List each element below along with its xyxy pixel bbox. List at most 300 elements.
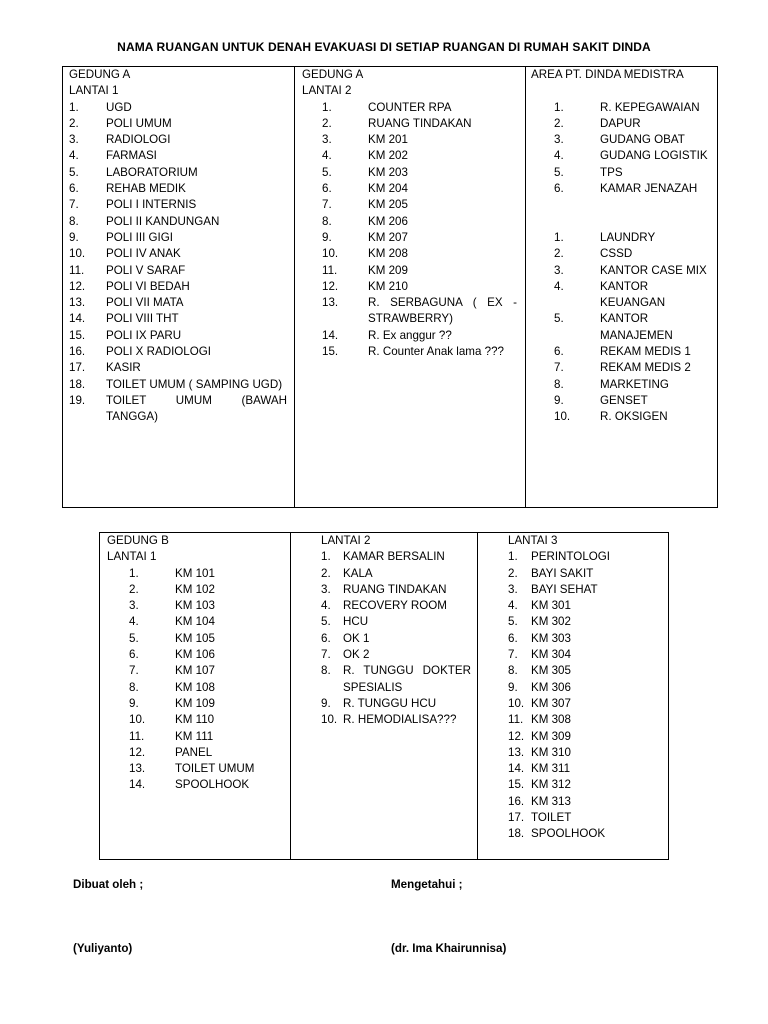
item-label: KM 309 <box>531 729 571 743</box>
list-item <box>531 246 711 262</box>
item-number: 10. <box>322 247 339 261</box>
item-number: 1. <box>69 100 79 114</box>
item-label: TOILET UMUM <box>175 762 255 776</box>
item-label: KM 206 <box>368 214 408 228</box>
item-label: R. Counter Anak lama ??? <box>368 345 504 359</box>
list-item <box>531 100 711 116</box>
item-number: 6. <box>321 631 331 645</box>
item-label: TPS <box>600 165 623 179</box>
item-label: GUDANG OBAT <box>600 133 685 147</box>
item-number: 2. <box>322 116 332 130</box>
column-header: AREA PT. DINDA MEDISTRA <box>531 68 684 81</box>
item-label: KM 313 <box>531 794 571 808</box>
item-number: 7. <box>69 198 79 212</box>
item-number: 5. <box>129 631 139 645</box>
item-number: 9. <box>508 680 518 694</box>
list-item <box>107 614 287 630</box>
item-label: BAYI SEHAT <box>531 582 598 596</box>
list-item <box>508 598 664 614</box>
column-subheader: LANTAI 2 <box>302 84 352 98</box>
acknowledged-label: Mengetahui ; <box>391 878 463 891</box>
item-label: KM 201 <box>368 133 408 147</box>
list-item <box>508 549 664 565</box>
item-number: 7. <box>508 648 518 662</box>
room-list <box>69 100 287 426</box>
item-label: R. Ex anggur ?? <box>368 328 452 342</box>
list-item <box>302 263 517 279</box>
list-item <box>302 116 517 132</box>
item-label: KM 110 <box>175 713 215 727</box>
item-number: 7. <box>322 198 332 212</box>
item-label: PERINTOLOGI <box>531 550 611 564</box>
item-number: 8. <box>322 214 332 228</box>
item-label: KM 111 <box>175 729 214 743</box>
item-label: KM 102 <box>175 582 215 596</box>
item-number: 15. <box>69 328 86 342</box>
list-item <box>107 647 287 663</box>
list-item <box>302 197 517 213</box>
list-item <box>508 663 664 679</box>
item-label: GUDANG LOGISTIK <box>600 149 708 163</box>
list-item <box>302 344 517 360</box>
item-number: 1. <box>554 230 564 244</box>
list-item <box>69 377 287 393</box>
item-number: 8. <box>129 680 139 694</box>
list-item <box>69 132 287 148</box>
list-item <box>321 631 471 647</box>
item-label: KM 305 <box>531 664 571 678</box>
list-item <box>531 360 711 376</box>
item-label: REHAB MEDIK <box>106 182 186 196</box>
item-number: 2. <box>69 116 79 130</box>
list-item <box>302 181 517 197</box>
list-item <box>69 197 287 213</box>
item-label: KM 301 <box>531 599 571 613</box>
item-label: POLI V SARAF <box>106 263 186 277</box>
list-item <box>508 729 664 745</box>
item-label: KM 209 <box>368 263 408 277</box>
item-number: 7. <box>321 648 331 662</box>
item-number: 3. <box>554 133 564 147</box>
item-number: 13. <box>322 296 339 310</box>
item-number: 5. <box>69 165 79 179</box>
list-item <box>69 214 287 230</box>
column-divider <box>477 533 478 859</box>
list-item <box>302 230 517 246</box>
list-item <box>107 777 287 793</box>
item-number: 11. <box>508 713 524 727</box>
item-label: KASIR <box>106 361 141 375</box>
item-label: R. HEMODIALISA??? <box>343 713 457 727</box>
item-label: GENSET <box>600 393 648 407</box>
list-item <box>321 549 471 565</box>
list-item <box>531 181 711 197</box>
item-label: KM 306 <box>531 680 571 694</box>
item-number: 12. <box>69 279 86 293</box>
item-label: KM 207 <box>368 230 408 244</box>
item-label: KM 302 <box>531 615 571 629</box>
item-number: 4. <box>69 149 79 163</box>
item-number: 14. <box>322 328 339 342</box>
list-item <box>508 712 664 728</box>
list-item <box>508 745 664 761</box>
item-number: 1. <box>554 100 564 114</box>
item-number: 17. <box>69 361 86 375</box>
gedung-b-lantai-2-column <box>321 533 471 729</box>
item-label: KM 101 <box>175 566 215 580</box>
item-number: 5. <box>554 312 564 326</box>
list-item <box>69 116 287 132</box>
item-label: POLI VI BEDAH <box>106 279 190 293</box>
item-number: 16. <box>508 794 525 808</box>
item-label: SPOOLHOOK <box>175 778 250 792</box>
room-list <box>321 549 471 728</box>
item-label: KM 311 <box>531 762 571 776</box>
item-label: MARKETING <box>600 377 669 391</box>
item-label: KM 203 <box>368 165 408 179</box>
column-subheader: LANTAI 1 <box>107 550 157 564</box>
item-number: 15. <box>508 778 525 792</box>
item-number: 9. <box>554 393 564 407</box>
list-item <box>531 311 711 344</box>
list-item <box>531 409 711 425</box>
room-list <box>107 566 287 794</box>
item-label: POLI VIII THT <box>106 312 179 326</box>
item-label: REKAM MEDIS 1 <box>600 345 691 359</box>
list-item <box>321 696 471 712</box>
item-label: SPOOLHOOK <box>531 827 606 841</box>
item-number: 14. <box>69 312 86 326</box>
item-number: 3. <box>508 582 518 596</box>
list-item <box>531 148 711 164</box>
item-label: FARMASI <box>106 149 157 163</box>
item-label: RECOVERY ROOM <box>343 599 447 613</box>
item-label: POLI III GIGI <box>106 230 174 244</box>
column-divider <box>525 67 526 507</box>
item-number: 11. <box>69 263 85 277</box>
list-item <box>508 582 664 598</box>
item-label: DAPUR <box>600 116 641 130</box>
list-item <box>69 344 287 360</box>
list-item <box>321 566 471 582</box>
list-item <box>107 680 287 696</box>
item-label: KM 304 <box>531 648 571 662</box>
item-number: 1. <box>321 550 331 564</box>
prepared-by-label: Dibuat oleh ; <box>73 878 144 891</box>
list-item <box>69 165 287 181</box>
item-number: 4. <box>554 149 564 163</box>
list-item <box>107 696 287 712</box>
room-list <box>302 100 517 361</box>
item-number: 10. <box>321 713 338 727</box>
list-item <box>531 165 711 181</box>
item-label: KM 106 <box>175 648 215 662</box>
list-item <box>531 132 711 148</box>
item-label: CSSD <box>600 247 633 261</box>
list-item <box>69 181 287 197</box>
room-list <box>531 230 711 426</box>
item-number: 12. <box>129 745 146 759</box>
prepared-by-name: (Yuliyanto) <box>73 942 133 955</box>
item-label: POLI II KANDUNGAN <box>106 214 220 228</box>
item-number: 8. <box>554 377 564 391</box>
item-label: BAYI SAKIT <box>531 566 594 580</box>
item-number: 4. <box>322 149 332 163</box>
list-item <box>531 393 711 409</box>
item-label: KANTOR KEUANGAN <box>600 279 666 310</box>
list-item <box>69 311 287 327</box>
list-item <box>321 582 471 598</box>
list-item <box>107 712 287 728</box>
list-item <box>107 582 287 598</box>
item-number: 5. <box>508 615 518 629</box>
item-label: KM 208 <box>368 247 408 261</box>
item-label: TOILET <box>531 811 572 825</box>
list-item <box>302 214 517 230</box>
item-label: KM 204 <box>368 182 408 196</box>
gedung-a-lantai-2-column <box>302 67 517 360</box>
item-number: 10. <box>554 410 571 424</box>
item-label: REKAM MEDIS 2 <box>600 361 691 375</box>
item-number: 4. <box>129 615 139 629</box>
list-item <box>302 148 517 164</box>
item-label: LAUNDRY <box>600 230 656 244</box>
item-label: RUANG TINDAKAN <box>368 116 472 130</box>
item-number: 3. <box>322 133 332 147</box>
list-item <box>531 263 711 279</box>
room-list <box>508 549 664 842</box>
item-number: 2. <box>321 566 331 580</box>
list-item <box>508 631 664 647</box>
item-number: 6. <box>554 182 564 196</box>
item-label: R. OKSIGEN <box>600 410 668 424</box>
item-label: KM 310 <box>531 745 571 759</box>
list-item <box>508 696 664 712</box>
item-number: 4. <box>321 599 331 613</box>
list-item <box>508 810 664 826</box>
list-item <box>69 393 287 426</box>
list-item <box>69 360 287 376</box>
gedung-b-lantai-1-column <box>107 533 287 794</box>
list-item <box>107 729 287 745</box>
acknowledged-name: (dr. Ima Khairunnisa) <box>391 942 507 955</box>
item-number: 2. <box>554 247 564 261</box>
item-label: RUANG TINDAKAN <box>343 582 447 596</box>
item-label: KAMAR JENAZAH <box>600 182 698 196</box>
item-number: 8. <box>321 664 331 678</box>
item-label: KM 307 <box>531 696 571 710</box>
item-number: 14. <box>129 778 146 792</box>
item-number: 2. <box>508 566 518 580</box>
list-item <box>508 647 664 663</box>
item-label: COUNTER RPA <box>368 100 452 114</box>
list-item <box>531 230 711 246</box>
item-number: 1. <box>129 566 139 580</box>
list-item <box>508 680 664 696</box>
item-number: 6. <box>69 182 79 196</box>
column-divider <box>290 533 291 859</box>
list-item <box>69 295 287 311</box>
list-item <box>321 598 471 614</box>
item-number: 13. <box>508 745 525 759</box>
item-label: KANTOR CASE MIX <box>600 263 707 277</box>
item-number: 18. <box>508 827 525 841</box>
area-pt-dinda-medistra-column <box>531 67 711 426</box>
list-item <box>302 165 517 181</box>
column-divider <box>294 67 295 507</box>
item-number: 3. <box>554 263 564 277</box>
list-item <box>107 566 287 582</box>
item-number: 10. <box>508 696 525 710</box>
list-item <box>508 794 664 810</box>
item-label: POLI VII MATA <box>106 296 184 310</box>
item-number: 12. <box>508 729 525 743</box>
item-label: KM 108 <box>175 680 215 694</box>
list-item <box>531 377 711 393</box>
item-label: KM 202 <box>368 149 408 163</box>
column-header: GEDUNG A <box>302 68 364 81</box>
list-item <box>302 100 517 116</box>
item-label: TOILET UMUM (BAWAH TANGGA) <box>106 393 287 424</box>
item-label: POLI UMUM <box>106 116 172 130</box>
list-item <box>531 116 711 132</box>
gedung-a-lantai-1-column <box>69 67 287 426</box>
item-number: 6. <box>322 182 332 196</box>
item-number: 4. <box>554 279 564 293</box>
item-label: TOILET UMUM ( SAMPING UGD) <box>106 377 283 391</box>
room-list <box>531 100 711 198</box>
list-item <box>69 263 287 279</box>
list-item <box>302 279 517 295</box>
item-label: KANTOR MANAJEMEN <box>600 312 673 342</box>
list-item <box>69 279 287 295</box>
item-number: 11. <box>322 263 338 277</box>
list-item <box>321 647 471 663</box>
list-item <box>69 148 287 164</box>
item-number: 3. <box>69 133 79 147</box>
item-label: KM 104 <box>175 615 215 629</box>
item-number: 5. <box>321 615 331 629</box>
item-number: 8. <box>69 214 79 228</box>
list-item <box>69 328 287 344</box>
item-number: 10. <box>129 713 146 727</box>
item-label: HCU <box>343 615 369 629</box>
item-label: KM 103 <box>175 599 215 613</box>
item-number: 5. <box>554 165 564 179</box>
item-number: 9. <box>69 230 79 244</box>
list-item <box>302 246 517 262</box>
document-title: NAMA RUANGAN UNTUK DENAH EVAKUASI DI SETIAP RUANGAN DI RUMAH SAKIT DINDA <box>117 40 651 54</box>
list-item <box>508 761 664 777</box>
item-number: 6. <box>554 345 564 359</box>
list-item <box>321 614 471 630</box>
list-item <box>302 132 517 148</box>
item-number: 7. <box>129 664 139 678</box>
item-label: KM 303 <box>531 631 571 645</box>
list-item <box>69 230 287 246</box>
item-number: 11. <box>129 729 145 743</box>
item-number: 3. <box>129 599 139 613</box>
item-number: 18. <box>69 377 86 391</box>
list-item <box>508 777 664 793</box>
column-header: GEDUNG B <box>107 534 169 547</box>
list-item <box>69 246 287 262</box>
column-header: LANTAI 2 <box>321 534 371 547</box>
item-number: 2. <box>554 116 564 130</box>
item-label: KM 312 <box>531 778 571 792</box>
table-gedung-a <box>62 66 718 508</box>
list-item <box>321 712 471 728</box>
list-item <box>508 826 664 842</box>
item-label: POLI IV ANAK <box>106 247 181 261</box>
item-number: 3. <box>321 582 331 596</box>
list-item <box>531 279 711 312</box>
list-item <box>302 295 517 328</box>
item-number: 17. <box>508 811 525 825</box>
list-item <box>302 328 517 344</box>
list-item <box>508 566 664 582</box>
list-item <box>508 614 664 630</box>
column-subheader: LANTAI 1 <box>69 84 119 98</box>
list-item <box>531 344 711 360</box>
table-gedung-b <box>99 532 669 860</box>
item-label: KM 109 <box>175 696 215 710</box>
item-number: 7. <box>554 361 564 375</box>
item-label: KM 205 <box>368 198 408 212</box>
item-number: 9. <box>321 696 331 710</box>
item-label: POLI I INTERNIS <box>106 198 197 212</box>
item-label: R. TUNGGU HCU <box>343 696 437 710</box>
list-item <box>107 631 287 647</box>
item-number: 8. <box>508 664 518 678</box>
item-label: OK 1 <box>343 631 370 645</box>
column-header: GEDUNG A <box>69 68 131 81</box>
list-item <box>69 100 287 116</box>
item-label: KALA <box>343 566 373 580</box>
item-label: POLI X RADIOLOGI <box>106 345 212 359</box>
item-number: 16. <box>69 345 86 359</box>
item-label: RADIOLOGI <box>106 133 171 147</box>
item-label: KM 210 <box>368 279 408 293</box>
list-item <box>321 663 471 696</box>
item-label: R. TUNGGU DOKTER SPESIALIS <box>343 664 471 694</box>
item-label: OK 2 <box>343 648 370 662</box>
list-item <box>107 598 287 614</box>
item-label: R. KEPEGAWAIAN <box>600 100 700 114</box>
item-number: 19. <box>69 393 86 407</box>
item-number: 4. <box>508 599 518 613</box>
item-number: 5. <box>322 165 332 179</box>
item-label: R. SERBAGUNA ( EX - STRAWBERRY) <box>368 296 517 326</box>
item-label: KAMAR BERSALIN <box>343 550 445 564</box>
item-number: 14. <box>508 762 525 776</box>
item-label: PANEL <box>175 745 213 759</box>
column-header: LANTAI 3 <box>508 534 558 547</box>
item-number: 10. <box>69 247 86 261</box>
item-number: 1. <box>322 100 332 114</box>
list-item <box>107 663 287 679</box>
list-item <box>107 745 287 761</box>
item-label: KM 308 <box>531 713 571 727</box>
item-label: POLI IX PARU <box>106 328 182 342</box>
item-number: 13. <box>129 762 146 776</box>
item-number: 9. <box>129 696 139 710</box>
list-item <box>107 761 287 777</box>
item-number: 13. <box>69 296 86 310</box>
item-number: 15. <box>322 345 339 359</box>
item-label: LABORATORIUM <box>106 165 198 179</box>
item-number: 12. <box>322 279 339 293</box>
